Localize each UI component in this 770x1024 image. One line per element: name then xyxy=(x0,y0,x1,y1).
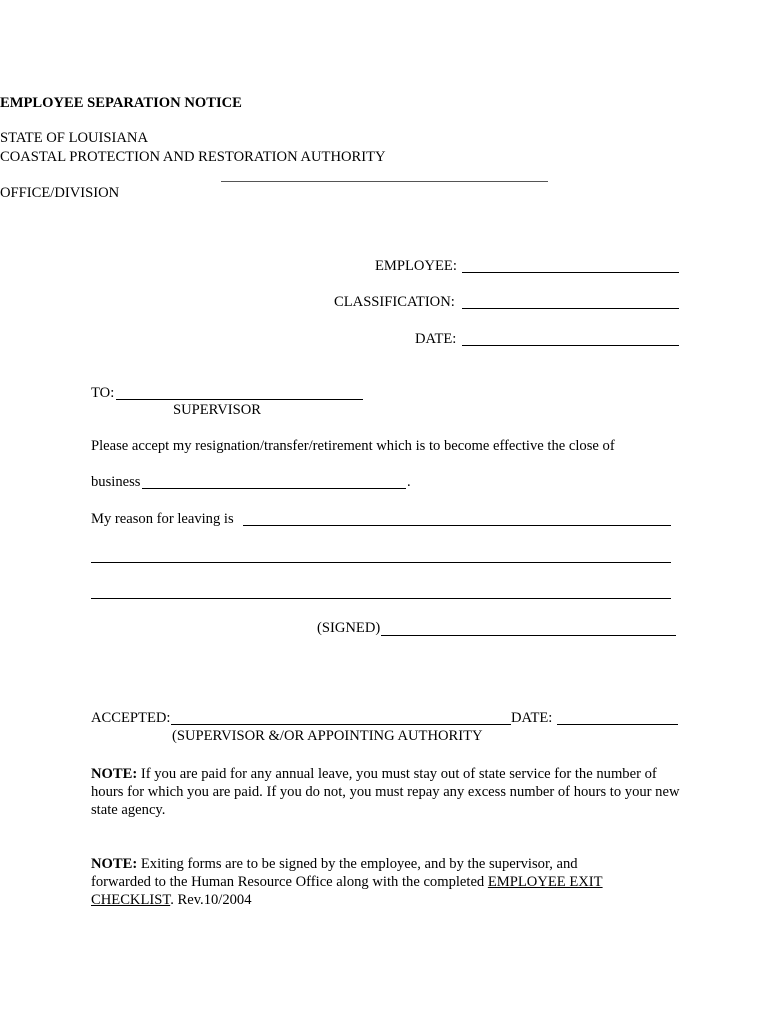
employee-field[interactable] xyxy=(462,272,679,273)
office-division-label: OFFICE/DIVISION xyxy=(0,185,120,201)
accepted-signature-field[interactable] xyxy=(171,724,511,725)
authority-label: (SUPERVISOR &/OR APPOINTING AUTHORITY xyxy=(172,728,483,744)
classification-label: CLASSIFICATION: xyxy=(334,294,455,310)
signed-label: (SIGNED) xyxy=(317,620,381,636)
reason-field-line-3[interactable] xyxy=(91,598,671,599)
supervisor-label: SUPERVISOR xyxy=(173,402,262,418)
exit-checklist-link[interactable]: EMPLOYEE EXIT CHECKLIST xyxy=(91,874,603,908)
supervisor-field[interactable] xyxy=(116,399,363,400)
business-date-field[interactable] xyxy=(142,488,406,489)
to-label: TO: xyxy=(91,385,115,401)
signature-field[interactable] xyxy=(381,635,676,636)
document-title: EMPLOYEE SEPARATION NOTICE xyxy=(0,95,242,111)
note-label-2: NOTE: xyxy=(91,856,138,872)
agency-name: COASTAL PROTECTION AND RESTORATION AUTHORITY xyxy=(0,149,386,165)
resignation-statement: Please accept my resignation/transfer/retirement which is to become effective the close of xyxy=(91,438,615,454)
accepted-label: ACCEPTED: xyxy=(91,710,171,726)
reason-field-line-1[interactable] xyxy=(243,525,671,526)
date-label: DATE: xyxy=(415,331,457,347)
accepted-date-field[interactable] xyxy=(557,724,678,725)
business-label: business xyxy=(91,474,141,490)
note-exit-forms-text: Exiting forms are to be signed by the employee, and by the supervisor, and forwarded to the Human Resource Office along with the completed xyxy=(91,856,578,890)
reason-label: My reason for leaving is xyxy=(91,511,234,527)
note-exit-forms xyxy=(91,855,636,909)
employee-label: EMPLOYEE: xyxy=(375,258,457,274)
accepted-date-label: DATE: xyxy=(511,710,553,726)
state-name: STATE OF LOUISIANA xyxy=(0,130,149,146)
date-field[interactable] xyxy=(462,345,679,346)
reason-field-line-2[interactable] xyxy=(91,562,671,563)
revision-text: . Rev.10/2004 xyxy=(170,892,252,908)
classification-field[interactable] xyxy=(462,308,679,309)
business-period: . xyxy=(407,474,411,490)
note-annual-leave xyxy=(91,765,683,819)
office-division-line[interactable] xyxy=(221,181,548,182)
note-label: NOTE: xyxy=(91,766,138,782)
note-annual-leave-text: If you are paid for any annual leave, you must stay out of state service for the number of hours for which you are paid. If you do not, you must repay any excess number of hours to your new state agency. xyxy=(91,766,680,818)
